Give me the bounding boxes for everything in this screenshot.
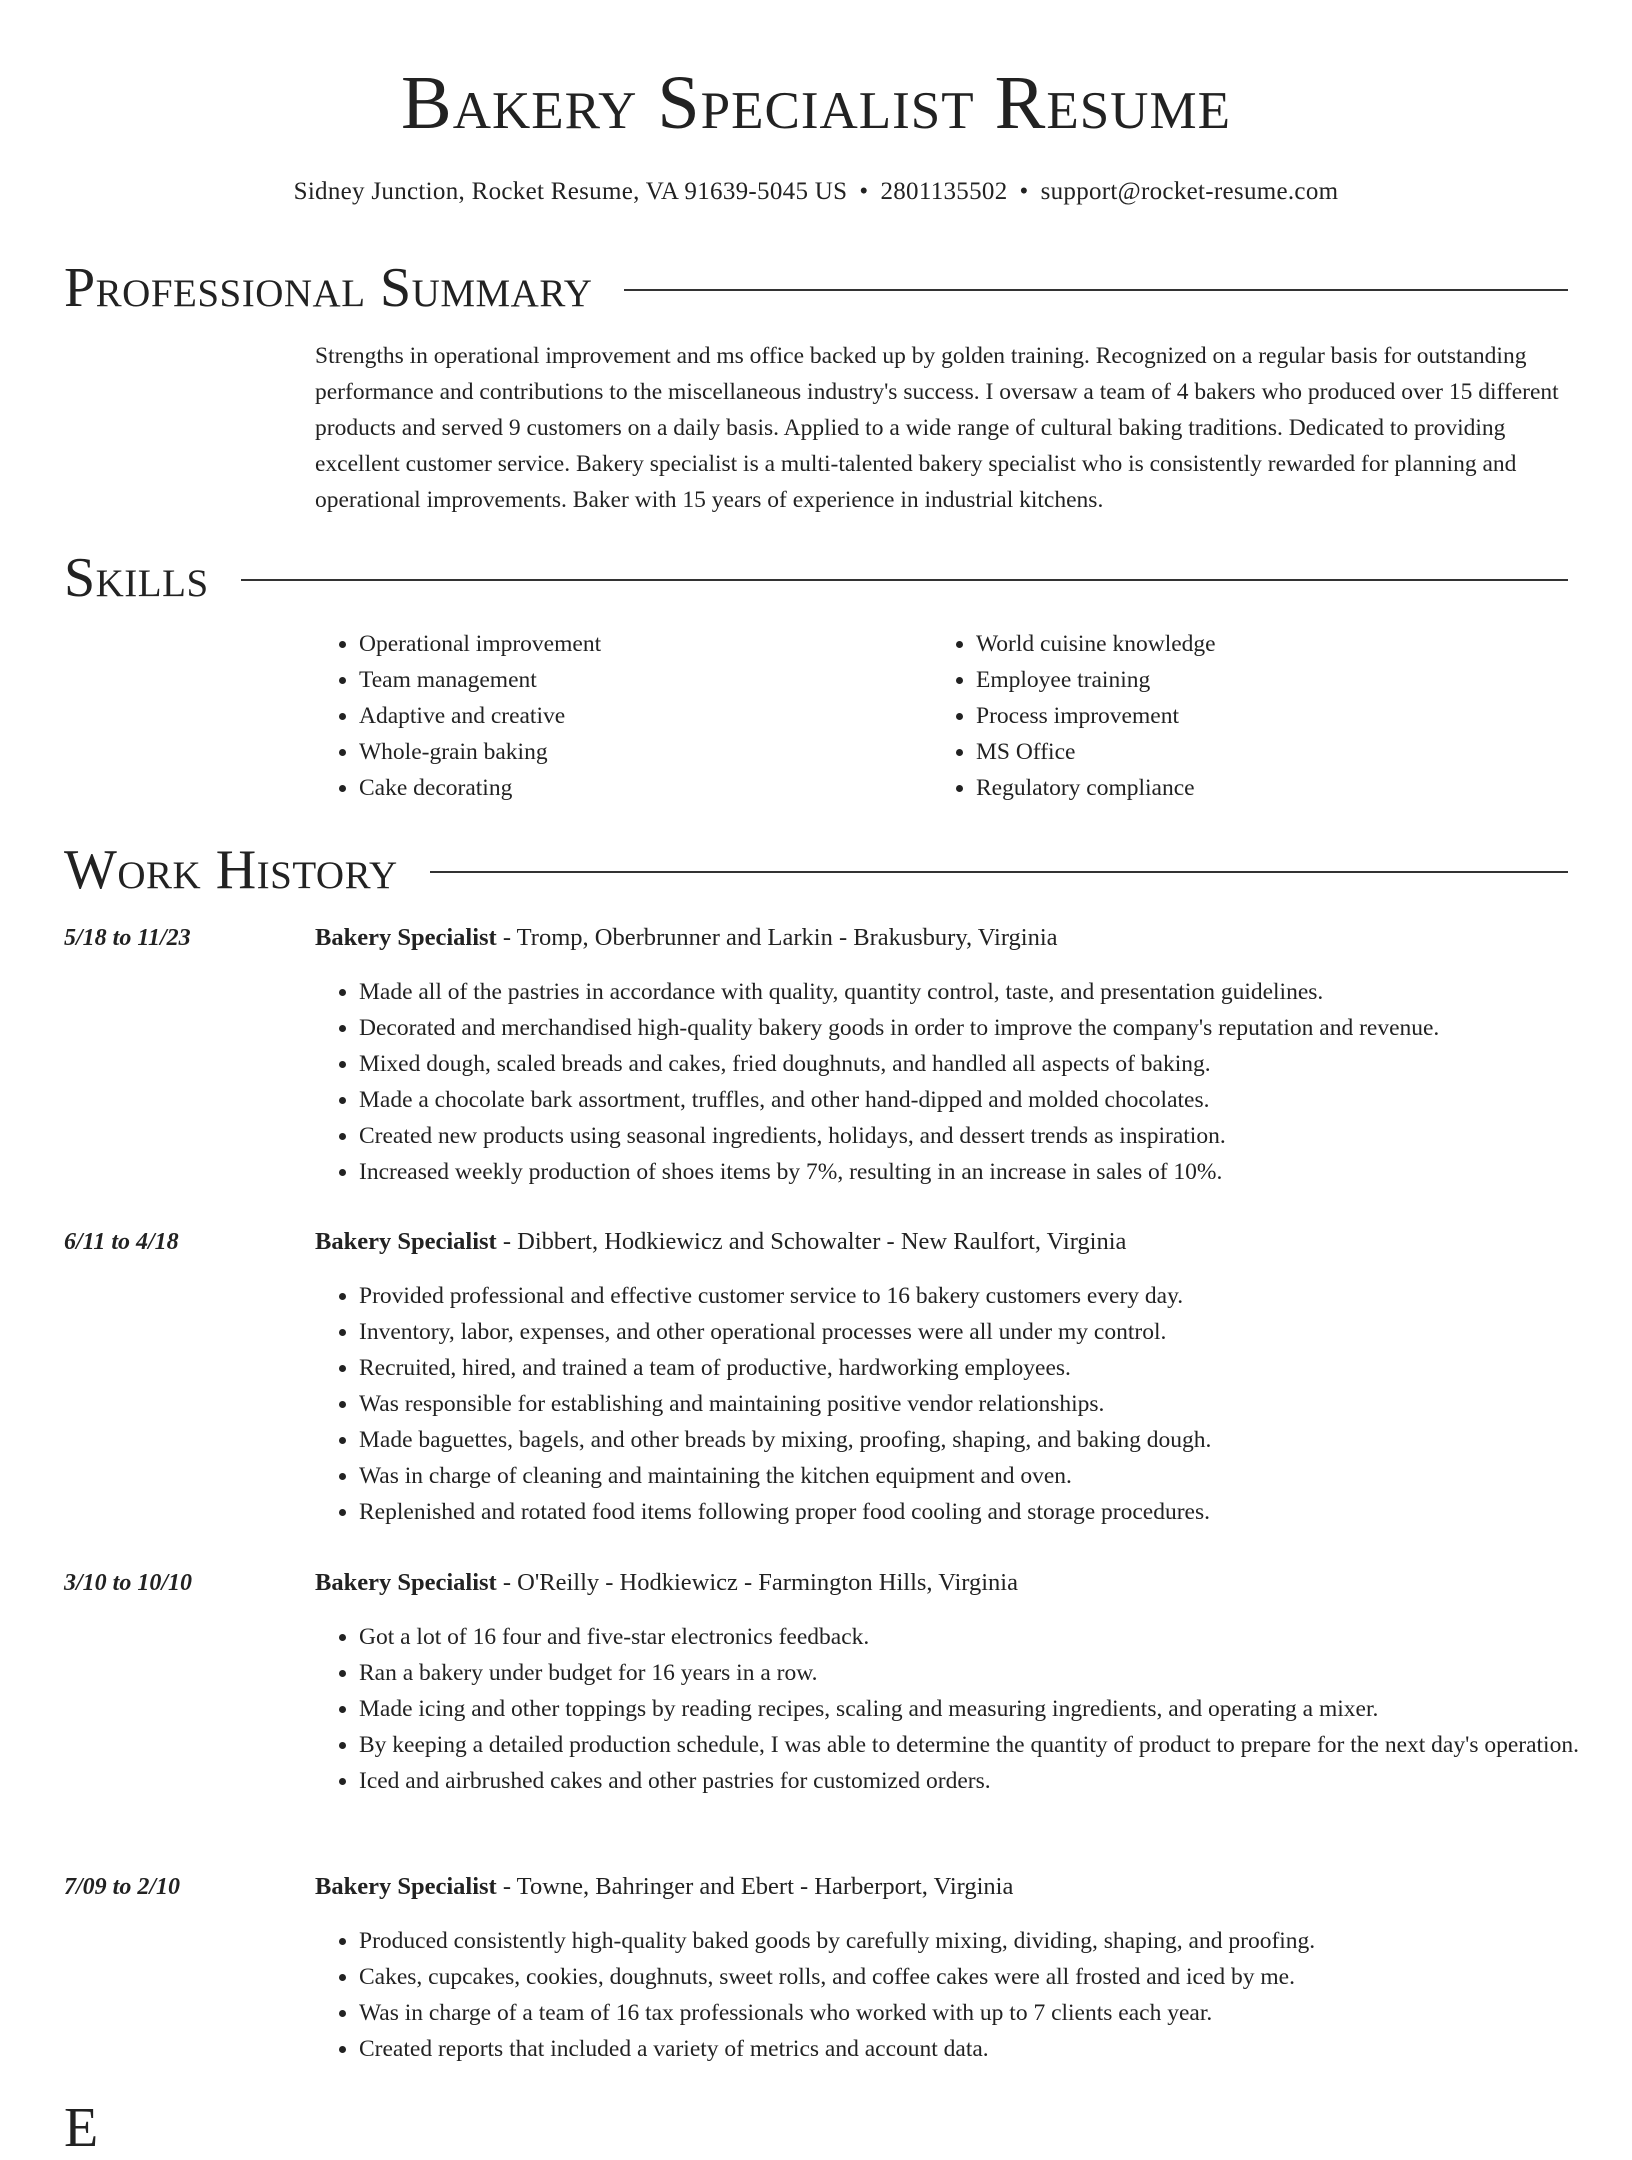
section-divider bbox=[241, 579, 1568, 581]
job-duty: • Cakes, cupcakes, cookies, doughnuts, sweet rolls, and coffee cakes were all frosted and iced by me. bbox=[359, 1959, 1614, 1995]
job-duty: • Created new products using seasonal ingredients, holidays, and dessert trends as inspiration. bbox=[359, 1118, 1614, 1154]
skill-item: • Whole-grain baking bbox=[359, 734, 932, 770]
skills-list bbox=[315, 626, 1570, 806]
skills-section-header bbox=[64, 546, 1568, 610]
job-duty: • Made all of the pastries in accordance with quality, quantity control, taste, and presentation guidelines. bbox=[359, 974, 1614, 1010]
job-duty: • Produced consistently high-quality baked goods by carefully mixing, dividing, shaping, and proofing. bbox=[359, 1923, 1614, 1959]
job-duty: • Was responsible for establishing and maintaining positive vendor relationships. bbox=[359, 1386, 1614, 1422]
job-title-line bbox=[315, 1871, 1570, 1903]
job-duty: • Decorated and merchandised high-quality bakery goods in order to improve the company's reputation and revenue. bbox=[359, 1010, 1614, 1046]
job-duties bbox=[315, 1923, 1614, 2067]
job-duty: • Was in charge of cleaning and maintaining the kitchen equipment and oven. bbox=[359, 1458, 1614, 1494]
job-employer: - Towne, Bahringer and Ebert - Harberport, Virginia bbox=[496, 1873, 1014, 1900]
job-title-line bbox=[315, 1226, 1570, 1258]
skill-item: • Operational improvement bbox=[359, 626, 932, 662]
job-duties bbox=[315, 1278, 1614, 1530]
work-heading: Work History bbox=[64, 839, 398, 901]
job-duty: • Made baguettes, bagels, and other breads by mixing, proofing, shaping, and baking dough. bbox=[359, 1422, 1614, 1458]
job-duties bbox=[315, 974, 1614, 1190]
job-duty: • Provided professional and effective customer service to 16 bakery customers every day. bbox=[359, 1278, 1614, 1314]
skill-item: • Employee training bbox=[976, 662, 1216, 698]
job-duty: • Recruited, hired, and trained a team of productive, hardworking employees. bbox=[359, 1350, 1614, 1386]
skills-heading: Skills bbox=[64, 547, 209, 609]
job-title-line bbox=[315, 922, 1570, 954]
skill-item: • Regulatory compliance bbox=[976, 770, 1216, 806]
job-duty: • Got a lot of 16 four and five-star electronics feedback. bbox=[359, 1619, 1614, 1655]
contact-phone: 2801135502 bbox=[880, 178, 1008, 205]
job-duty: • Made icing and other toppings by reading recipes, scaling and measuring ingredients, and operating a mixer. bbox=[359, 1691, 1614, 1727]
job-title: Bakery Specialist bbox=[315, 924, 497, 951]
contact-separator: • bbox=[1019, 178, 1029, 205]
job-employer: - O'Reilly - Hodkiewicz - Farmington Hills, Virginia bbox=[496, 1569, 1018, 1596]
job-title: Bakery Specialist bbox=[315, 1873, 497, 1900]
section-divider bbox=[624, 289, 1568, 291]
skills-column-left bbox=[315, 626, 932, 806]
job-duty: • Created reports that included a variety of metrics and account data. bbox=[359, 2031, 1614, 2067]
job-duty: • Was in charge of a team of 16 tax professionals who worked with up to 7 clients each year. bbox=[359, 1995, 1614, 2031]
job-title: Bakery Specialist bbox=[315, 1569, 497, 1596]
job-duty: • Increased weekly production of shoes items by 7%, resulting in an increase in sales of 10%. bbox=[359, 1154, 1614, 1190]
contact-line bbox=[0, 176, 1632, 208]
contact-email: support@rocket-resume.com bbox=[1040, 178, 1339, 205]
skills-column-right bbox=[932, 626, 1216, 806]
job-dates: 6/11 to 4/18 bbox=[64, 1229, 179, 1255]
job-title-line bbox=[315, 1567, 1570, 1599]
skill-item: • Adaptive and creative bbox=[359, 698, 932, 734]
section-divider bbox=[430, 871, 1568, 873]
job-dates: 5/18 to 11/23 bbox=[64, 925, 191, 951]
job-employer: - Dibbert, Hodkiewicz and Schowalter - New Raulfort, Virginia bbox=[496, 1228, 1127, 1255]
skill-item: • Team management bbox=[359, 662, 932, 698]
job-duty: • Replenished and rotated food items following proper food cooling and storage procedures. bbox=[359, 1494, 1614, 1530]
next-section-heading: E bbox=[64, 2097, 99, 2159]
skill-item: • Cake decorating bbox=[359, 770, 932, 806]
job-duty: • Made a chocolate bark assortment, truffles, and other hand-dipped and molded chocolates. bbox=[359, 1082, 1614, 1118]
skill-item: • World cuisine knowledge bbox=[976, 626, 1216, 662]
summary-text: Strengths in operational improvement and ms office backed up by golden training. Recognized on a regular basis for outstanding performance and contributions to the miscellaneous industry's success. I oversaw a team of 4 bakers who produced over 15 different products and served 9 customers on a daily basis. Applied to a wide range of cultural baking traditions. Dedicated to providing excellent customer service. Bakery specialist is a multi-talented bakery specialist who is consistently rewarded for planning and operational improvements. Baker with 15 years of experience in industrial kitchens. bbox=[315, 343, 1559, 513]
job-duties bbox=[315, 1619, 1614, 1799]
resume-title: Bakery Specialist Resume bbox=[401, 61, 1231, 145]
job-duty: • Iced and airbrushed cakes and other pastries for customized orders. bbox=[359, 1763, 1614, 1799]
work-section-header bbox=[64, 838, 1568, 902]
summary-section-header bbox=[64, 256, 1568, 320]
summary-heading: Professional Summary bbox=[64, 257, 593, 319]
contact-separator: • bbox=[859, 178, 869, 205]
job-dates: 7/09 to 2/10 bbox=[64, 1874, 181, 1900]
job-dates: 3/10 to 10/10 bbox=[64, 1570, 193, 1596]
job-title: Bakery Specialist bbox=[315, 1228, 497, 1255]
job-duty: • By keeping a detailed production schedule, I was able to determine the quantity of product to prepare for the next day's operation. bbox=[359, 1727, 1614, 1763]
skill-item: • Process improvement bbox=[976, 698, 1216, 734]
job-duty: • Ran a bakery under budget for 16 years in a row. bbox=[359, 1655, 1614, 1691]
contact-address: Sidney Junction, Rocket Resume, VA 91639-5045 US bbox=[293, 178, 848, 205]
skill-item: • MS Office bbox=[976, 734, 1216, 770]
job-employer: - Tromp, Oberbrunner and Larkin - Brakusbury, Virginia bbox=[496, 924, 1058, 951]
job-duty: • Mixed dough, scaled breads and cakes, fried doughnuts, and handled all aspects of baking. bbox=[359, 1046, 1614, 1082]
job-duty: • Inventory, labor, expenses, and other operational processes were all under my control. bbox=[359, 1314, 1614, 1350]
